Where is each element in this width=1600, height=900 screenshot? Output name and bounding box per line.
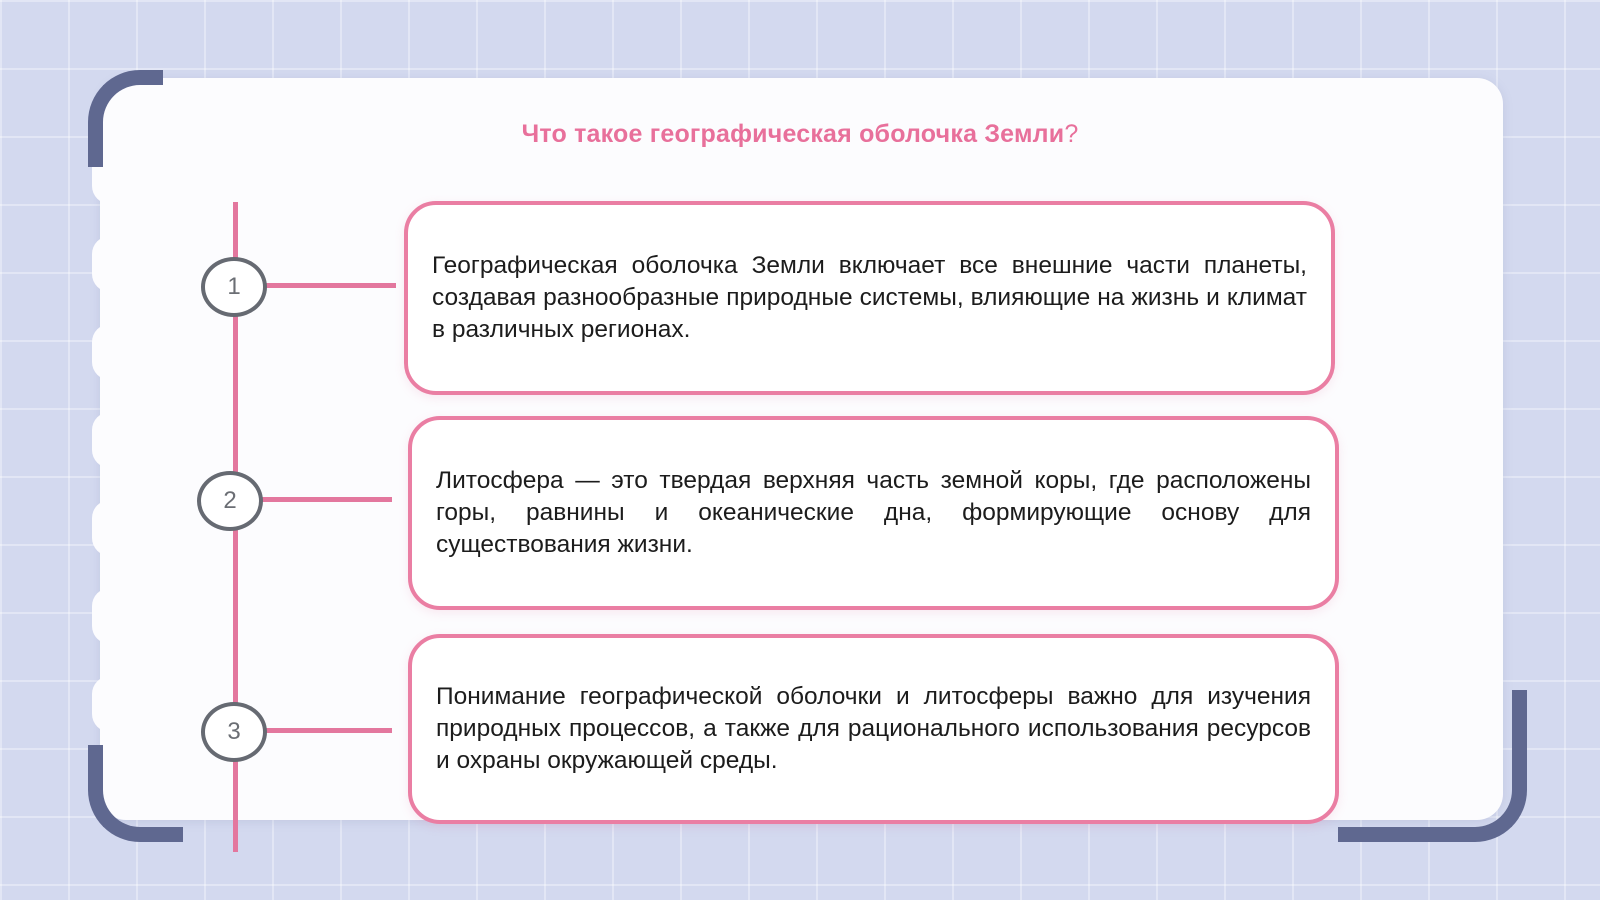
card-edge-scallop bbox=[92, 412, 128, 468]
info-box-3 bbox=[408, 634, 1339, 824]
info-text-1: Географическая оболочка Земли включает все внешние части планеты, создавая разнообразные природные системы, влияющие на жизнь и климат в различных регионах. bbox=[432, 252, 1307, 343]
frame-corner-top-left bbox=[88, 70, 163, 167]
card-edge-scallop bbox=[92, 500, 128, 556]
card-edge-scallop bbox=[92, 236, 128, 292]
slide-title-text: Что такое географическая оболочка Земли bbox=[521, 120, 1065, 148]
timeline-connector-3 bbox=[262, 728, 392, 733]
card-edge-scallop bbox=[92, 676, 128, 732]
info-box-2 bbox=[408, 416, 1339, 610]
frame-corner-bottom-left bbox=[88, 745, 183, 842]
slide-title-question-mark: ? bbox=[1064, 120, 1079, 148]
timeline-connector-2 bbox=[262, 497, 392, 502]
info-text-3: Понимание географической оболочки и литосферы важно для изучения природных процессов, а также для рационального использования ресурсов и охраны окружающей среды. bbox=[436, 683, 1311, 774]
step-marker-3 bbox=[201, 702, 267, 762]
card-edge-scallop bbox=[92, 324, 128, 380]
timeline-connector-1 bbox=[262, 283, 396, 288]
info-box-1 bbox=[404, 201, 1335, 395]
card-edge-scallop bbox=[92, 588, 128, 644]
step-number-3: 3 bbox=[227, 718, 241, 745]
frame-corner-bottom-right bbox=[1338, 690, 1527, 842]
step-marker-1 bbox=[201, 257, 267, 317]
step-number-1: 1 bbox=[227, 273, 241, 300]
info-text-2: Литосфера — это твердая верхняя часть земной коры, где расположены горы, равнины и океанические дна, формирующие основу для существования жизни. bbox=[436, 467, 1311, 558]
step-number-2: 2 bbox=[223, 487, 237, 514]
slide-title bbox=[400, 120, 1200, 149]
step-marker-2 bbox=[197, 471, 263, 531]
